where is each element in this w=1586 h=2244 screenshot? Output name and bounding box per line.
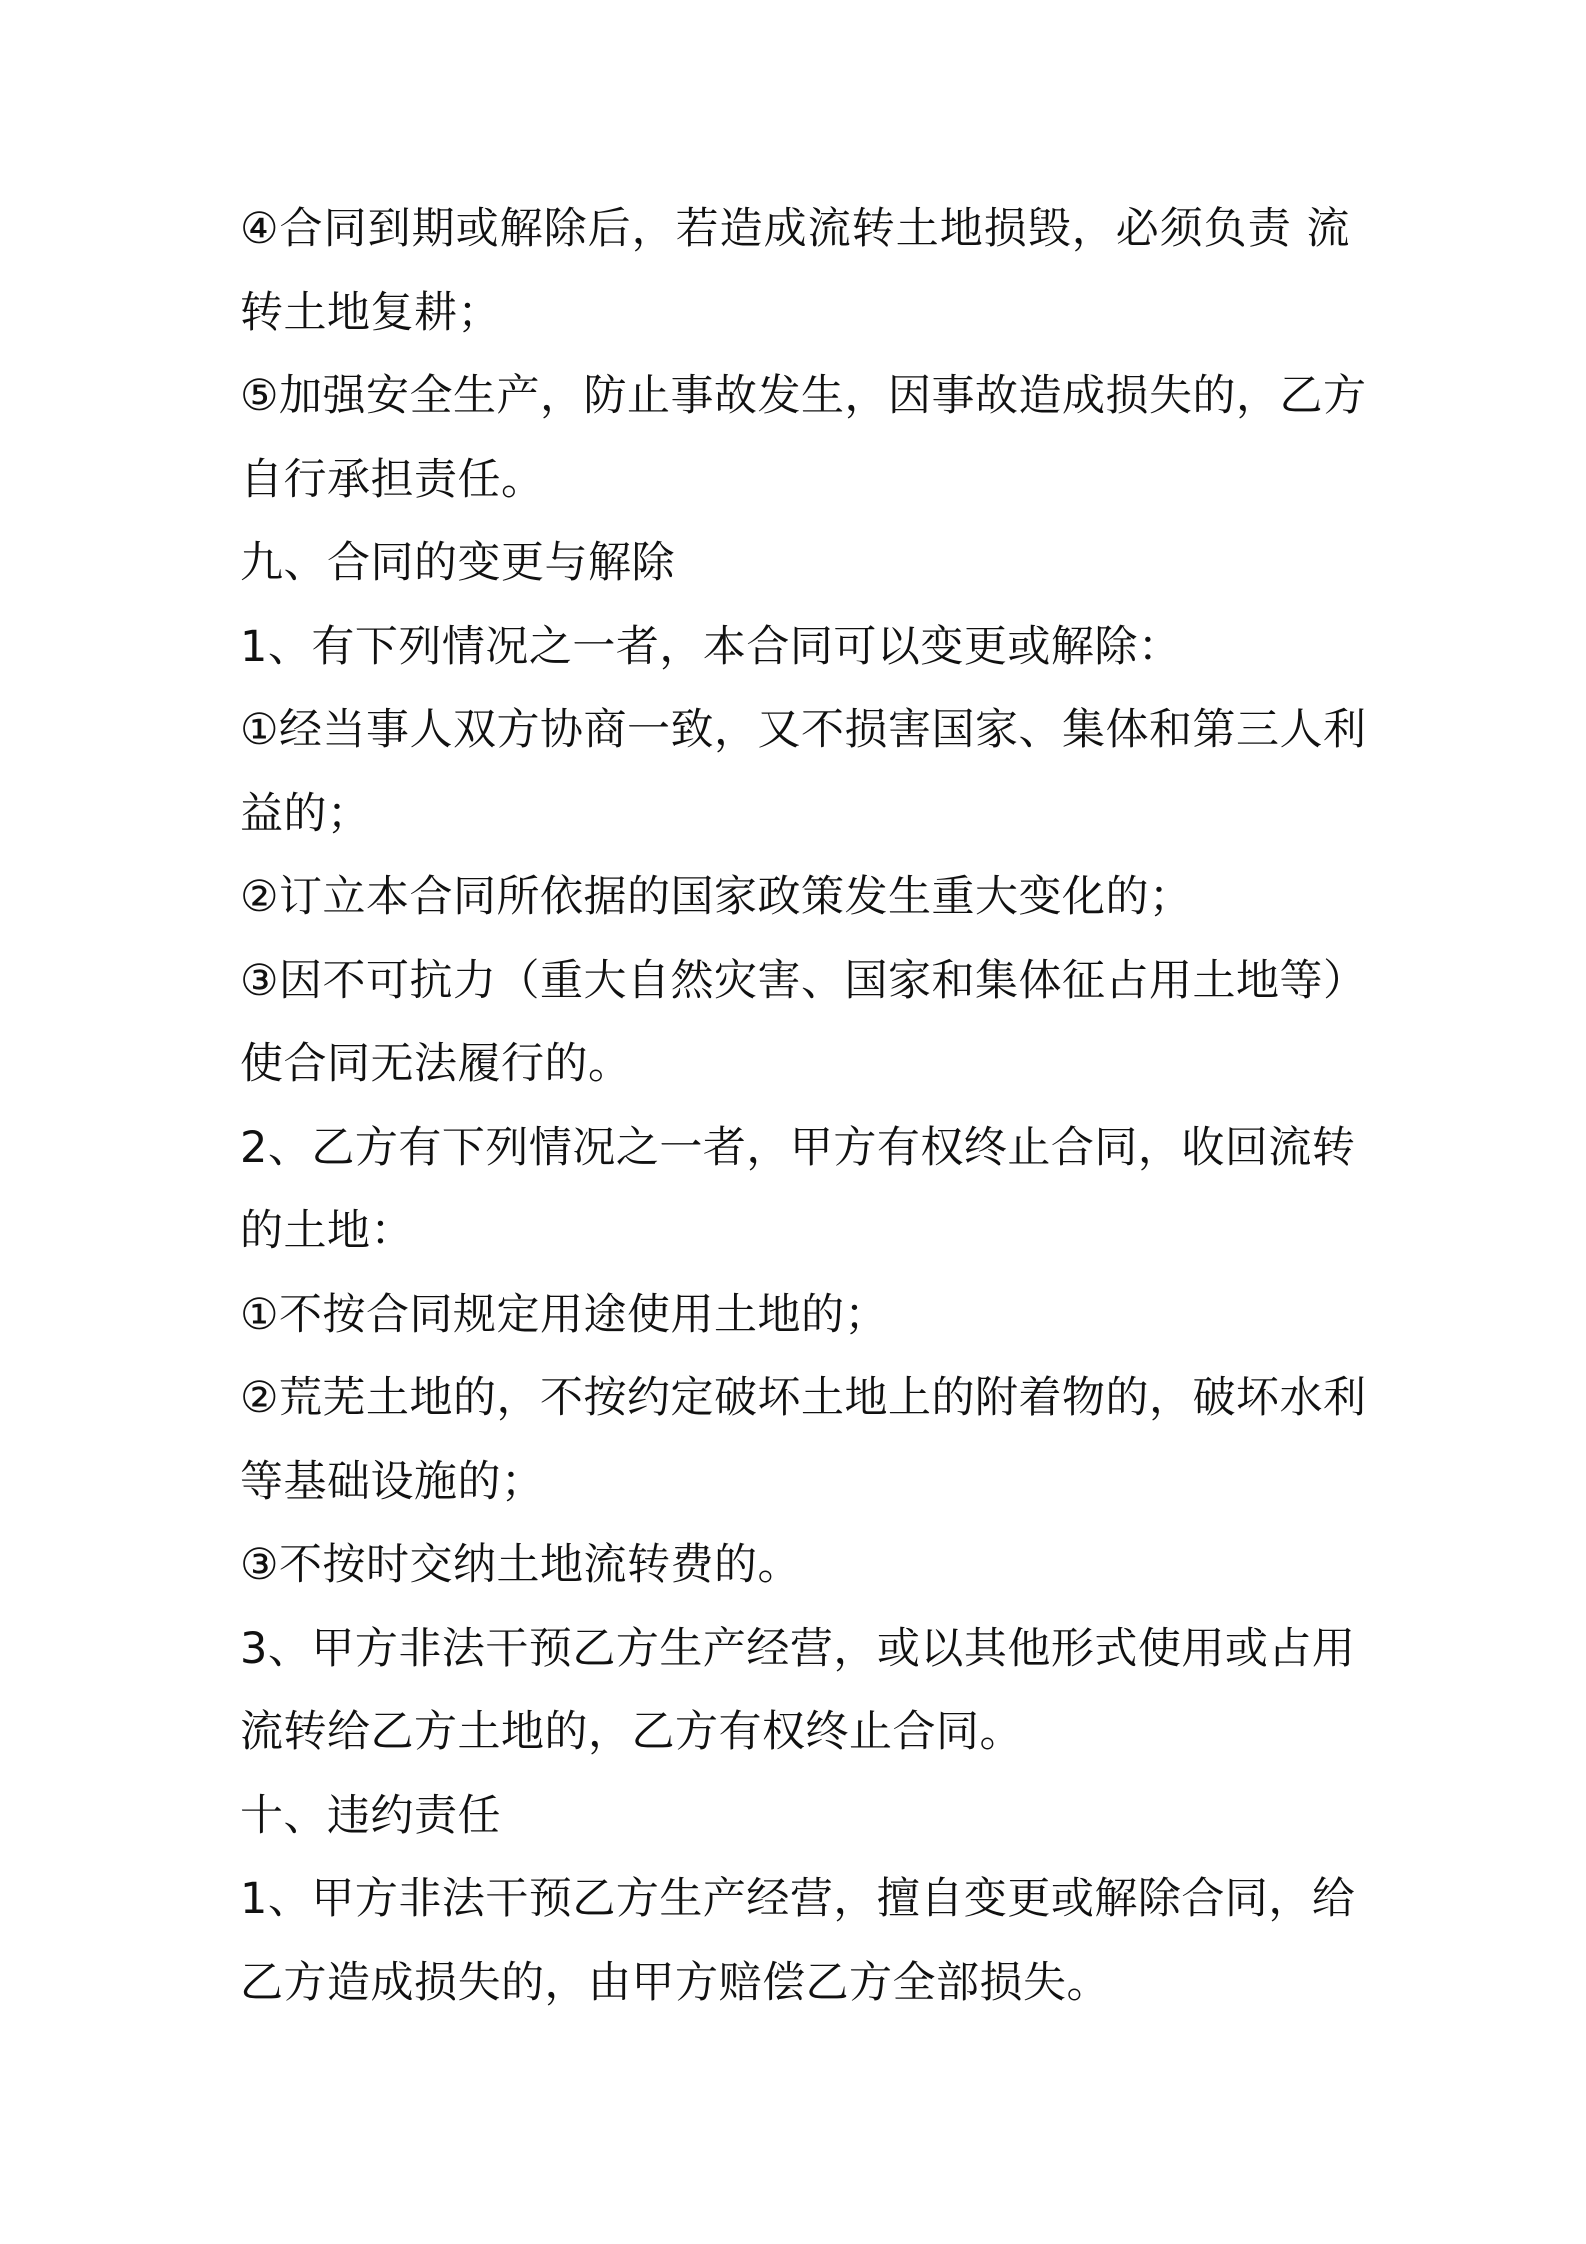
section-heading: 九、合同的变更与解除	[240, 538, 675, 588]
text-line: 等基础设施的；	[240, 1456, 545, 1507]
text-line: 使合同无法履行的。	[240, 1039, 632, 1089]
text-line: 的土地：	[240, 1206, 414, 1256]
text-line: 3、甲方非法干预乙方生产经营，或以其他形式使用或占用	[240, 1623, 1356, 1674]
text-line: 1、甲方非法干预乙方生产经营，擅自变更或解除合同，给	[240, 1874, 1356, 1924]
text-line: ③因不可抗力（重大自然灾害、国家和集体征占用土地等）	[240, 955, 1367, 1006]
text-line: 益的；	[240, 788, 371, 839]
section-heading: 十、违约责任	[240, 1790, 501, 1841]
text-line: ④合同到期或解除后，若造成流转土地损毁，必须负责 流	[240, 204, 1350, 254]
text-line: 自行承担责任。	[240, 454, 545, 505]
text-line: ①经当事人双方协商一致，又不损害国家、集体和第三人利	[240, 705, 1367, 755]
text-line: ②订立本合同所依据的国家政策发生重大变化的；	[240, 872, 1193, 922]
text-line: 1、有下列情况之一者，本合同可以变更或解除：	[240, 621, 1182, 672]
text-line: 2、乙方有下列情况之一者，甲方有权终止合同，收回流转	[240, 1122, 1356, 1173]
text-line: ⑤加强安全生产，防止事故发生，因事故造成损失的，乙方	[240, 371, 1367, 421]
text-line: 乙方造成损失的，由甲方赔偿乙方全部损失。	[240, 1957, 1110, 2008]
text-line: 流转给乙方土地的，乙方有权终止合同。	[240, 1707, 1023, 1757]
document-body	[240, 188, 1367, 2025]
text-line: 转土地复耕；	[240, 287, 501, 338]
text-line: ①不按合同规定用途使用土地的；	[240, 1289, 889, 1340]
text-line: ③不按时交纳土地流转费的。	[240, 1540, 802, 1590]
text-line: ②荒芜土地的，不按约定破坏土地上的附着物的，破坏水利	[240, 1373, 1367, 1423]
